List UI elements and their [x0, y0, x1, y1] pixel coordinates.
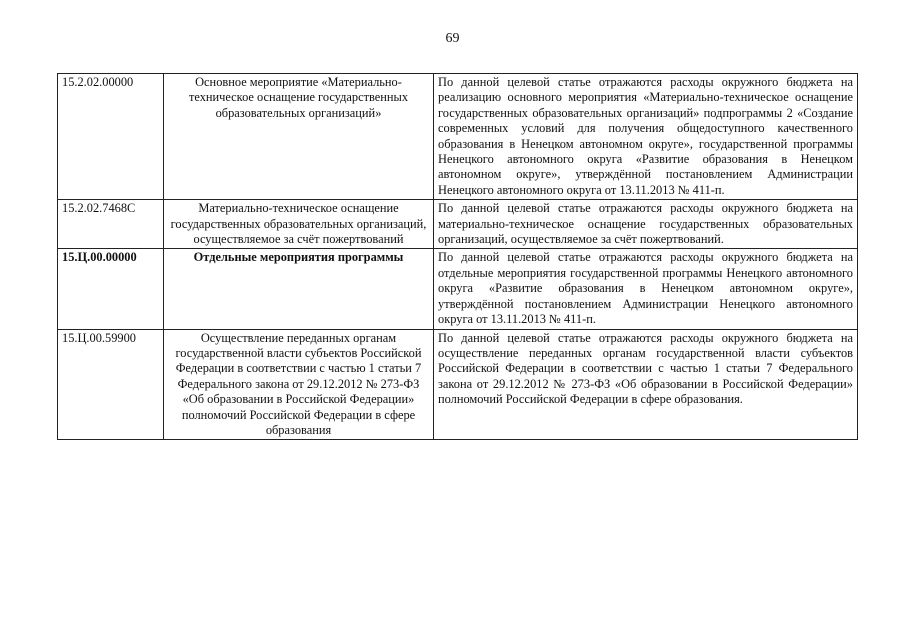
page-number: 69 [445, 31, 460, 46]
target-article-description: По данной целевой статье отражаются расходы окружного бюджета на материально-техническое оснащение государственных образовательных организаций, осуществляемое за счёт пожертвований. [434, 200, 858, 249]
target-article-name: Основное мероприятие «Материально-техническое оснащение государственных образовательных организаций» [164, 74, 434, 200]
target-article-code: 15.Ц.00.59900 [58, 329, 164, 440]
target-article-name: Материально-техническое оснащение государственных образовательных организаций, осуществляемое за счёт пожертвований [164, 200, 434, 249]
target-article-description: По данной целевой статье отражаются расходы окружного бюджета на осуществление переданных органам государственной власти субъектов Российской Федерации в соответствии с частью 1 статьи 7 Федерального закона от 29.12.2012 № 273-ФЗ «Об образовании в Российской Федерации» полномочий Российской Федерации в сфере образования. [434, 329, 858, 440]
table-row [58, 249, 858, 329]
target-article-name: Осуществление переданных органам государственной власти субъектов Российской Федерации в соответствии с частью 1 статьи 7 Федерального закона от 29.12.2012 № 273-ФЗ «Об образовании в Российской Федерации» полномочий Российской Федерации в сфере образования [164, 329, 434, 440]
target-article-code: 15.2.02.00000 [58, 74, 164, 200]
target-article-description: По данной целевой статье отражаются расходы окружного бюджета на реализацию основного мероприятия «Материально-техническое оснащение государственных образовательных организаций» подпрограммы 2 «Создание современных условий для получения общедоступного качественного образования в Ненецком автономном округе», государственной программы Ненецкого автономного округа «Развитие образования в Ненецком автономном округе», утверждённой постановлением Администрации Ненецкого автономного округа от 13.11.2013 № 411-п. [434, 74, 858, 200]
target-article-description: По данной целевой статье отражаются расходы окружного бюджета на отдельные мероприятия государственной программы Ненецкого автономного округа «Развитие образования в Ненецком автономном округе», утверждённой постановлением Администрации Ненецкого автономного округа от 13.11.2013 № 411-п. [434, 249, 858, 329]
target-article-code: 15.2.02.7468C [58, 200, 164, 249]
target-article-name: Отдельные мероприятия программы [164, 249, 434, 329]
table-row [58, 74, 858, 200]
budget-classification-table [57, 73, 858, 440]
table-row [58, 329, 858, 440]
table-row [58, 200, 858, 249]
target-article-code: 15.Ц.00.00000 [58, 249, 164, 329]
